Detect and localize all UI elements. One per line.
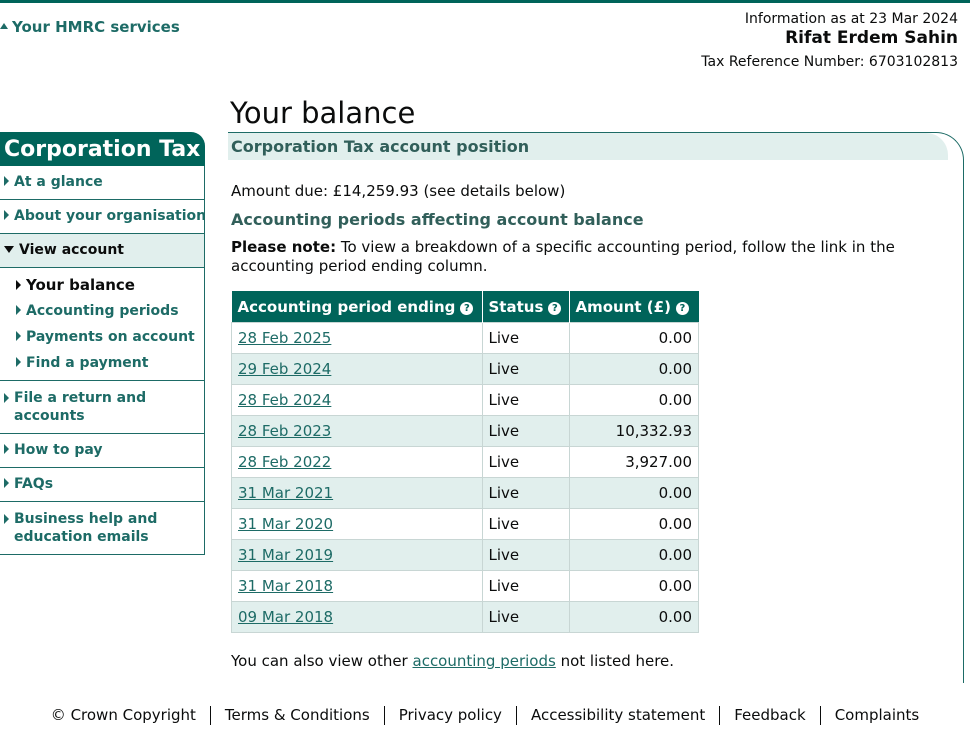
footer-privacy-policy[interactable]: Privacy policy	[384, 706, 516, 725]
amount-cell: 0.00	[569, 509, 699, 540]
table-header-row	[232, 291, 699, 323]
triangle-up-icon	[0, 23, 8, 29]
panel-heading: Corporation Tax account position	[231, 137, 530, 156]
triangle-right-icon	[4, 176, 9, 186]
footer-accessibility-statement[interactable]: Accessibility statement	[516, 706, 719, 725]
triangle-down-icon	[4, 246, 14, 253]
table-row	[232, 385, 699, 416]
sidebar-item-label: Business help and education emails	[14, 511, 158, 545]
services-link-label: Your HMRC services	[12, 18, 180, 36]
sidebar-item-about-organisation[interactable]	[0, 200, 207, 234]
footer-terms-conditions[interactable]: Terms & Conditions	[210, 706, 384, 725]
triangle-right-icon	[4, 210, 9, 220]
sidebar-item-business-help[interactable]	[0, 502, 204, 554]
footer-crown-copyright[interactable]: © Crown Copyright	[50, 706, 196, 724]
status-cell: Live	[482, 385, 569, 416]
help-icon[interactable]: ?	[548, 302, 561, 315]
period-cell	[232, 571, 483, 602]
period-cell	[232, 385, 483, 416]
period-link[interactable]: 28 Feb 2025	[238, 329, 332, 347]
triangle-right-icon	[16, 357, 21, 367]
amount-due: Amount due: £14,259.93 (see details below)	[231, 182, 566, 200]
column-header-amount	[569, 291, 699, 323]
help-icon[interactable]: ?	[460, 302, 473, 315]
status-cell: Live	[482, 602, 569, 633]
sidebar-item-file-return[interactable]	[0, 381, 204, 434]
amount-cell: 0.00	[569, 323, 699, 354]
subnav-item-find-a-payment[interactable]	[0, 350, 204, 376]
note-label: Please note:	[231, 238, 337, 256]
period-cell	[232, 354, 483, 385]
sidebar-item-at-a-glance[interactable]	[0, 166, 204, 200]
period-cell	[232, 416, 483, 447]
sidebar-item-label: File a return and accounts	[14, 390, 147, 424]
table-row	[232, 571, 699, 602]
table-row	[232, 602, 699, 633]
period-cell	[232, 478, 483, 509]
period-link[interactable]: 28 Feb 2023	[238, 422, 332, 440]
table-row	[232, 447, 699, 478]
tax-reference-number: Tax Reference Number: 6703102813	[701, 54, 958, 70]
period-link[interactable]: 29 Feb 2024	[238, 360, 332, 378]
table-row	[232, 478, 699, 509]
sidebar-item-label: At a glance	[14, 174, 103, 190]
status-cell: Live	[482, 323, 569, 354]
status-cell: Live	[482, 509, 569, 540]
triangle-right-icon	[16, 305, 21, 315]
panel-heading-bar	[228, 133, 948, 160]
table-row	[232, 509, 699, 540]
other-periods-prefix: You can also view other	[231, 652, 413, 670]
period-link[interactable]: 09 Mar 2018	[238, 608, 334, 626]
note-text	[231, 238, 931, 276]
triangle-right-icon	[4, 444, 9, 454]
column-header-label: Accounting period ending	[237, 297, 456, 316]
period-cell	[232, 509, 483, 540]
period-link[interactable]: 28 Feb 2024	[238, 391, 332, 409]
sidebar-item-faqs[interactable]	[0, 468, 204, 502]
sidebar-list	[0, 166, 205, 555]
sidebar-item-label: FAQs	[14, 476, 54, 492]
triangle-right-icon	[4, 478, 9, 488]
status-cell: Live	[482, 571, 569, 602]
subnav-item-label: Payments on account	[26, 329, 195, 345]
amount-cell: 0.00	[569, 385, 699, 416]
note-body: To view a breakdown of a specific accounting period, follow the link in the accounting period ending column.	[231, 238, 895, 275]
amount-cell: 10,332.93	[569, 416, 699, 447]
sidebar-item-label: About your organisation	[14, 208, 207, 224]
subnav-item-label: Find a payment	[26, 355, 149, 371]
period-link[interactable]: 31 Mar 2021	[238, 484, 334, 502]
column-header-status	[482, 291, 569, 323]
sidebar-item-label: View account	[19, 242, 124, 258]
triangle-right-icon	[16, 331, 21, 341]
information-date: Information as at 23 Mar 2024	[744, 11, 958, 27]
column-header-label: Amount (£)	[575, 297, 671, 316]
help-icon[interactable]: ?	[676, 302, 689, 315]
user-name: Rifat Erdem Sahin	[785, 28, 958, 48]
period-cell	[232, 447, 483, 478]
amount-cell: 0.00	[569, 571, 699, 602]
table-row	[232, 354, 699, 385]
footer-complaints[interactable]: Complaints	[820, 706, 934, 725]
top-border	[0, 0, 970, 3]
triangle-right-icon	[4, 514, 9, 524]
sidebar-item-label: How to pay	[14, 442, 103, 458]
amount-cell: 0.00	[569, 478, 699, 509]
account-info	[701, 10, 958, 71]
triangle-right-icon	[16, 280, 21, 290]
subnav-item-label: Accounting periods	[26, 303, 179, 319]
footer-links	[0, 706, 970, 725]
other-periods-suffix: not listed here.	[555, 652, 675, 670]
sidebar-title: Corporation Tax	[0, 132, 205, 166]
status-cell: Live	[482, 447, 569, 478]
status-cell: Live	[482, 416, 569, 447]
triangle-right-icon	[4, 393, 9, 403]
view-account-subnav	[0, 268, 204, 381]
table-row	[232, 540, 699, 571]
subnav-item-your-balance[interactable]	[0, 272, 204, 298]
sidebar-nav	[0, 132, 205, 555]
accounting-periods-table	[231, 291, 699, 633]
other-periods-text	[231, 652, 674, 670]
status-cell: Live	[482, 478, 569, 509]
amount-cell: 3,927.00	[569, 447, 699, 478]
period-link[interactable]: 31 Mar 2020	[238, 515, 334, 533]
amount-cell: 0.00	[569, 602, 699, 633]
your-hmrc-services-link[interactable]	[0, 18, 180, 36]
period-cell	[232, 602, 483, 633]
subnav-item-accounting-periods[interactable]	[0, 298, 204, 324]
column-header-label: Status	[488, 297, 544, 316]
sidebar-item-view-account[interactable]	[0, 234, 204, 268]
subnav-item-label: Your balance	[26, 276, 135, 294]
amount-cell: 0.00	[569, 354, 699, 385]
period-cell	[232, 540, 483, 571]
accounting-periods-link[interactable]: accounting periods	[412, 652, 556, 670]
amount-cell: 0.00	[569, 540, 699, 571]
period-link[interactable]: 28 Feb 2022	[238, 453, 332, 471]
column-header-period	[232, 291, 483, 323]
footer-feedback[interactable]: Feedback	[719, 706, 819, 725]
table-row	[232, 416, 699, 447]
section-heading: Accounting periods affecting account balance	[231, 210, 644, 229]
status-cell: Live	[482, 540, 569, 571]
status-cell: Live	[482, 354, 569, 385]
period-link[interactable]: 31 Mar 2018	[238, 577, 334, 595]
page-title: Your balance	[230, 96, 416, 130]
sidebar-item-how-to-pay[interactable]	[0, 434, 204, 468]
period-cell	[232, 323, 483, 354]
table-row	[232, 323, 699, 354]
period-link[interactable]: 31 Mar 2019	[238, 546, 334, 564]
subnav-item-payments-on-account[interactable]	[0, 324, 204, 350]
